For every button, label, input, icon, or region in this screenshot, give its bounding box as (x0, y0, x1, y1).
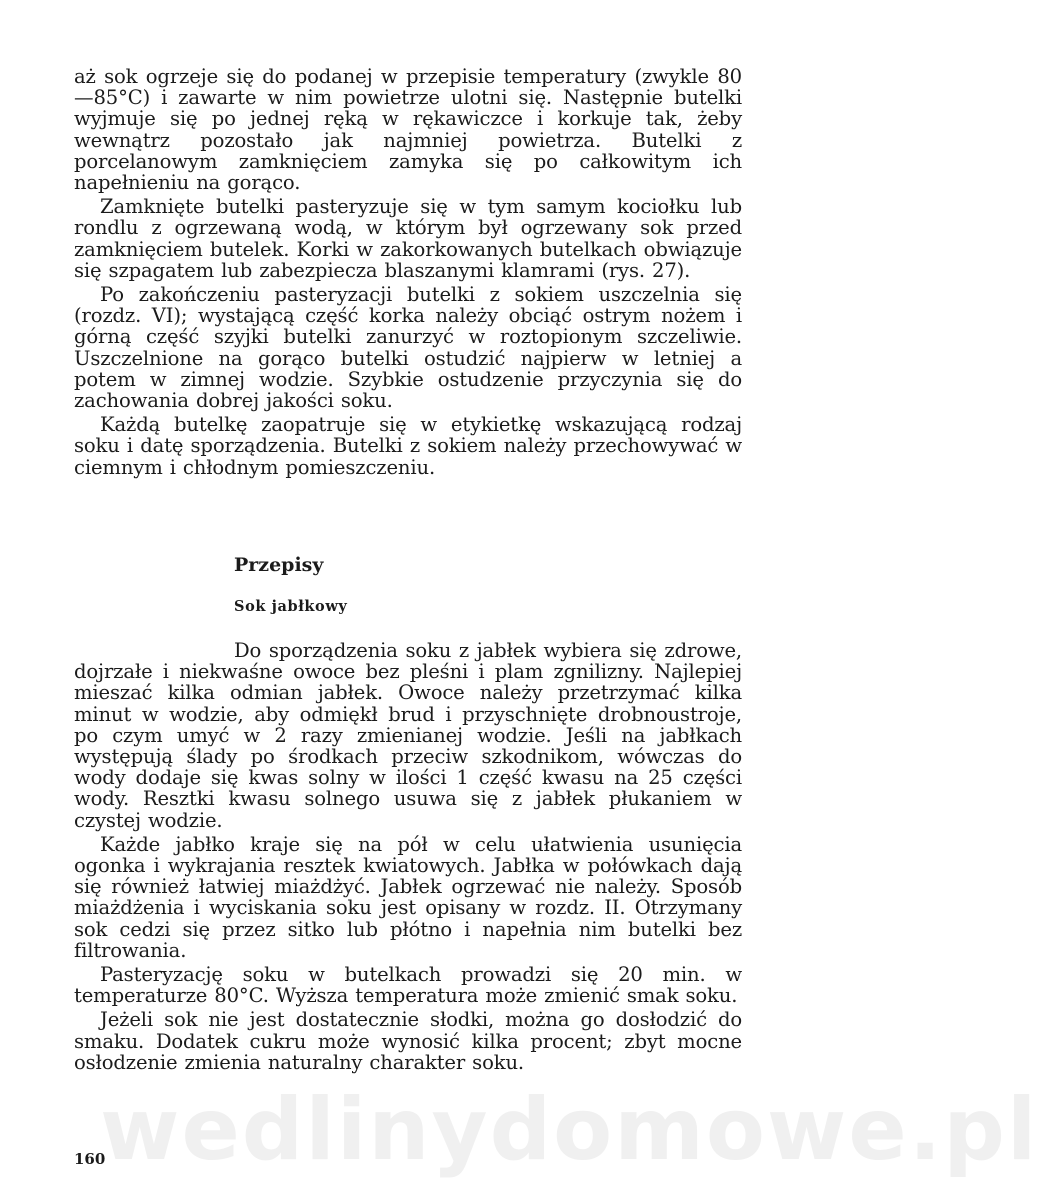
paragraph: Po zakończeniu pasteryzacji butelki z sokiem uszczelnia się (rozdz. VI); wystającą część korka należy obciąć ostrym nożem i górną część szyjki butelki zanurzyć w roztopionym szczeliwie. Uszczelnione na gorąco butelki ostudzić najpierw w letniej a potem w zimnej wodzie. Szybkie ostudzenie przyczynia się do zachowania dobrej jakości soku. (74, 283, 742, 413)
paragraph: Zamknięte butelki pasteryzuje się w tym samym kociołku lub rondlu z ogrzewaną wodą, w którym był ogrzewany sok przed zamknięciem butelek. Korki w zakorkowanych butelkach obwiązuje się szpagatem lub zabezpiecza blaszanymi klamrami (rys. 27). (74, 195, 742, 282)
paragraph: Jeżeli sok nie jest dostatecznie słodki, można go dosłodzić do smaku. Dodatek cukru może wynosić kilka procent; zbyt mocne osłodzenie zmienia naturalny charakter soku. (74, 1008, 742, 1074)
watermark-text: wedlinydomowe.pl (100, 1080, 1038, 1180)
recipe-title: Sok jabłkowy (234, 598, 348, 615)
page-number: 160 (74, 1150, 106, 1168)
body-text-recipe (74, 640, 742, 1073)
section-heading: Przepisy (234, 554, 324, 576)
paragraph: Każde jabłko kraje się na pół w celu ułatwienia usunięcia ogonka i wykrajania resztek kwiatowych. Jabłka w połówkach dają się również łatwiej miażdżyć. Jabłek ogrzewać nie należy. Sposób miażdżenia i wyciskania soku jest opisany w rozdz. II. Otrzymany sok cedzi się przez sitko lub płótno i napełnia nim butelki bez filtrowania. (74, 832, 742, 962)
paragraph: Do sporządzenia soku z jabłek wybiera się zdrowe, dojrzałe i niekwaśne owoce bez pleśni i plam zgnilizny. Najlepiej mieszać kilka odmian jabłek. Owoce należy przetrzymać kilka minut w wodzie, aby odmiękł brud i przyschnięte drobnoustroje, po czym umyć w 2 razy zmienianej wodzie. Jeśli na jabłkach występują ślady po środkach przeciw szkodnikom, wówczas do wody dodaje się kwas solny w ilości 1 część kwasu na 25 części wody. Resztki kwasu solnego usuwa się z jabłek płukaniem w czystej wodzie. (74, 639, 742, 832)
body-text-top (74, 66, 742, 478)
paragraph: Każdą butelkę zaopatruje się w etykietkę wskazującą rodzaj soku i datę sporządzenia. Butelki z sokiem należy przechowywać w ciemnym i chłodnym pomieszczeniu. (74, 413, 742, 479)
paragraph: Pasteryzację soku w butelkach prowadzi się 20 min. w temperaturze 80°C. Wyższa temperatura może zmienić smak soku. (74, 963, 742, 1008)
paragraph: aż sok ogrzeje się do podanej w przepisie temperatury (zwykle 80—85°C) i zawarte w nim powietrze ulotni się. Następnie butelki wyjmuje się po jednej ręką w rękawiczce i korkuje tak, żeby wewnątrz pozostało jak najmniej powietrza. Butelki z porcelanowym zamknięciem zamyka się po całkowitym ich napełnieniu na gorąco. (74, 65, 742, 195)
